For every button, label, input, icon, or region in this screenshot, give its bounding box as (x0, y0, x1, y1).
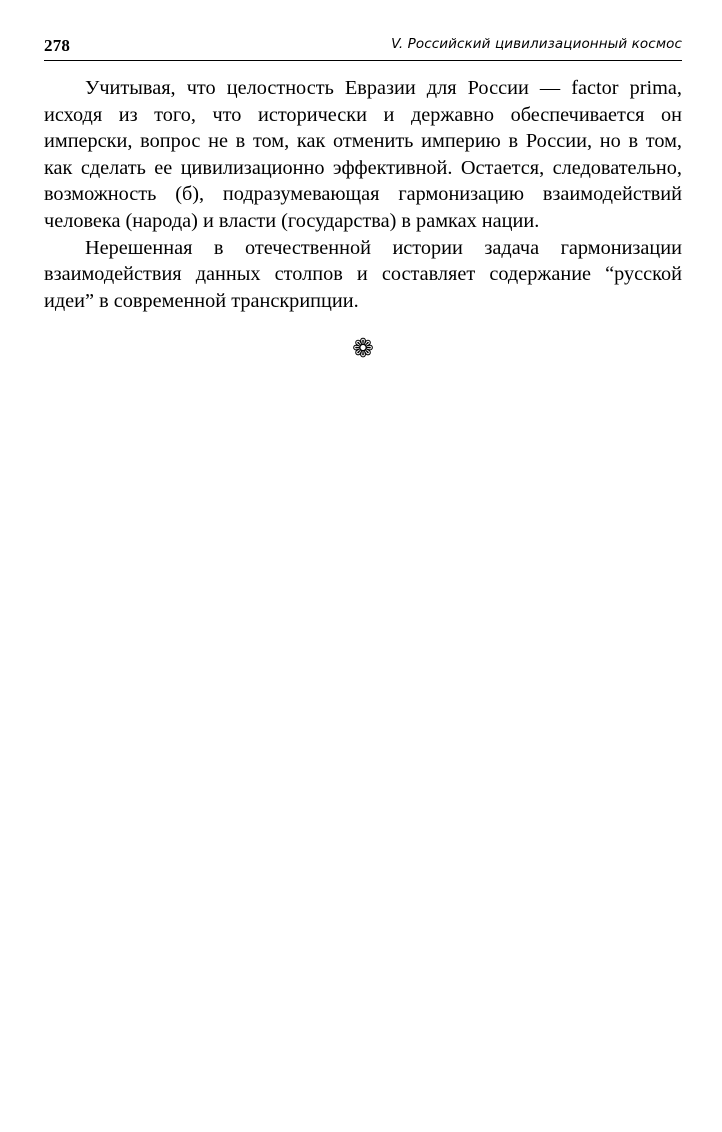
paragraph-2: Нерешенная в отечественной истории задача гармонизации взаимодействия данных столпов и составляет содержание “русской идеи” в современной транскрипции. (44, 236, 682, 312)
page-number: 278 (44, 36, 71, 55)
book-page (44, 34, 682, 364)
paragraph-1: Учитывая, что целостность Евразии для России — factor prima, исходя из того, что исторически и державно обеспечивается он имперски, вопрос не в том, как отменить империю в России, но в том, как сделать ее цивилизационно эффективной. Остается, следовательно, возможность (б), подразумевающая гармонизацию взаимодействий человека (народа) и власти (государства) в рамках нации. (44, 77, 682, 232)
section-end-ornament (44, 334, 682, 364)
chapter-title: V. Российский цивилизационный космос (391, 36, 682, 52)
running-head (44, 34, 682, 61)
flower-ornament-icon: ❁ (352, 334, 374, 364)
body-text (44, 75, 682, 314)
